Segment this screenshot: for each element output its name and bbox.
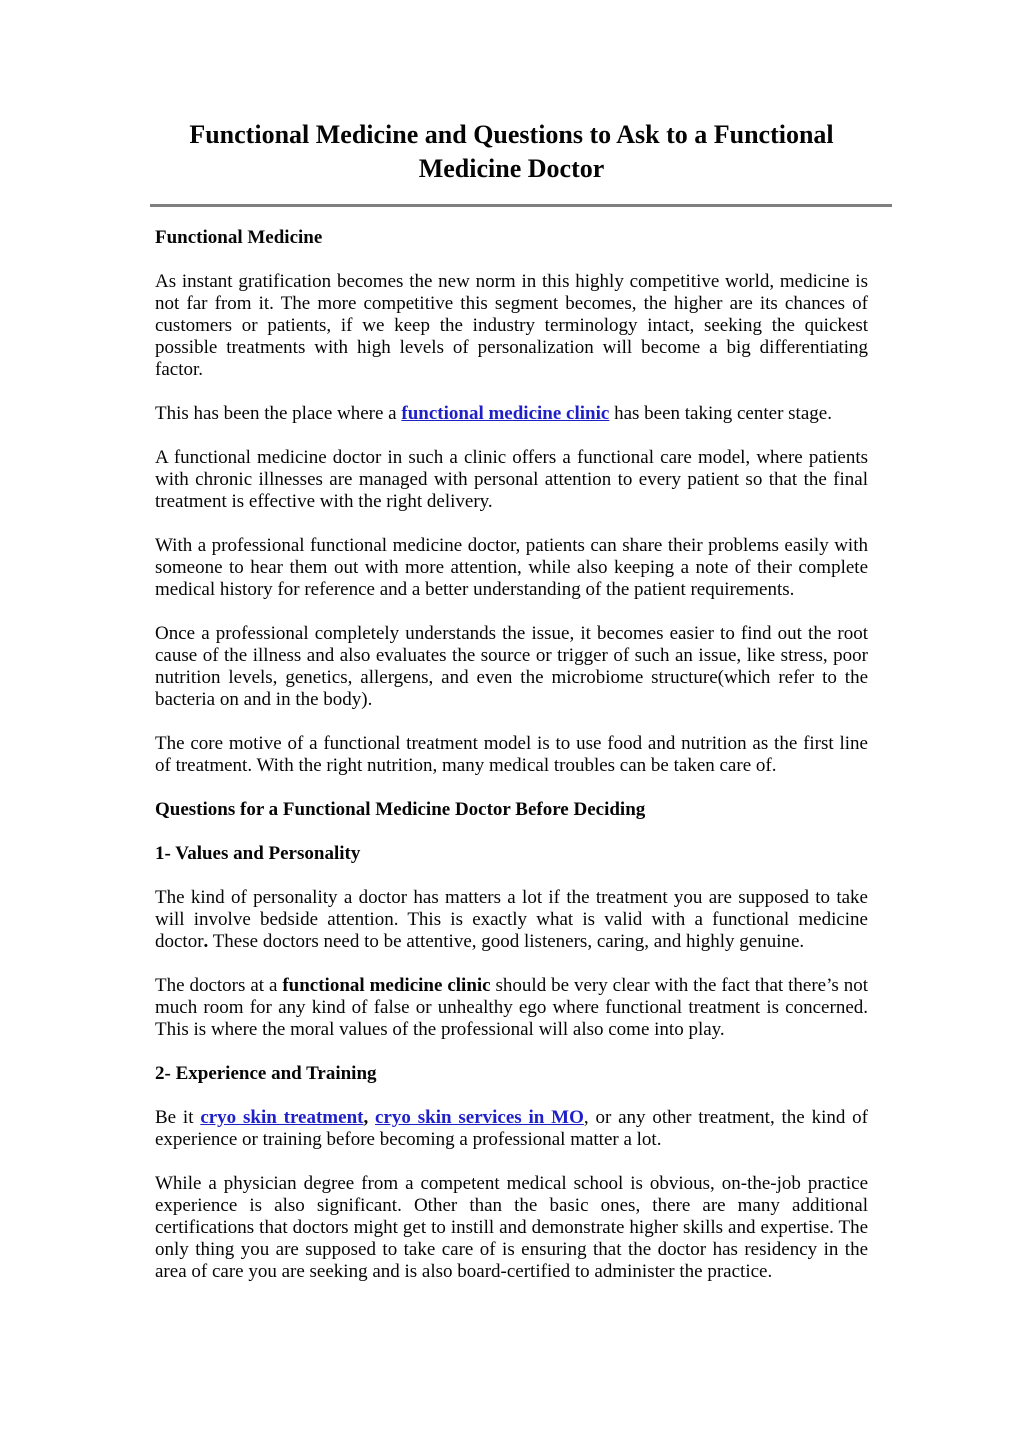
paragraph-physician-degree: While a physician degree from a competent medical school is obvious, on-the-job practice experience is also significant. Other than the basic ones, there are many additional certifications that doctors might get to instill and demonstrate higher skills and expertise. The only thing you are supposed to take care of is ensuring that the doctor has residency in the area of care you are seeking and is also board-certified to administer the practice. — [155, 1173, 868, 1282]
functional-medicine-clinic-link[interactable]: functional medicine clinic — [401, 403, 610, 424]
paragraph-root-cause: Once a professional completely understands the issue, it becomes easier to find out the root cause of the illness and also evaluates the source or trigger of such an issue, like stress, poor nutrition levels, genetics, allergens, and even the microbiome structure(which refer to the bacteria on and in the body). — [155, 623, 868, 710]
title-divider-rule — [150, 204, 892, 207]
heading-values-and-personality: 1- Values and Personality — [155, 843, 361, 864]
paragraph-instant-gratification: As instant gratification becomes the new norm in this highly competitive world, medicine is not far from it. The more competitive this segment becomes, the higher are its chances of customers or patients, if we keep the industry terminology intact, seeking the quickest possible treatments with high levels of personalization will become a big differentiating factor. — [155, 271, 868, 380]
text-run: Be it — [155, 1107, 201, 1128]
text-run: The doctors at a — [155, 975, 283, 996]
heading-experience-and-training: 2- Experience and Training — [155, 1063, 377, 1084]
cryo-skin-treatment-link[interactable]: cryo skin treatment — [200, 1107, 364, 1128]
paragraph-core-motive: The core motive of a functional treatment model is to use food and nutrition as the first line of treatment. With the right nutrition, many medical troubles can be taken care of. — [155, 733, 868, 776]
text-run: This has been the place where a — [155, 403, 402, 424]
text-run: These doctors need to be attentive, good listeners, caring, and highly genuine. — [208, 931, 805, 952]
paragraph-cryo-links — [155, 1107, 868, 1151]
paragraph-moral-values — [155, 975, 868, 1041]
text-run: has been taking center stage. — [609, 403, 832, 424]
paragraph-personality — [155, 887, 868, 953]
text-run: , or any other treatment, the kind of experience or training before becoming a professional matter a lot. — [155, 1107, 868, 1150]
bold-clinic-run: functional medicine clinic — [282, 975, 491, 996]
paragraph-share-problems: With a professional functional medicine doctor, patients can share their problems easily with someone to hear them out with more attention, while also keeping a note of their complete medical history for reference and a better understanding of the patient requirements. — [155, 535, 868, 600]
bold-period-run: . — [203, 931, 209, 952]
document-title: Functional Medicine and Questions to Ask to a Functional Medicine Doctor — [189, 120, 834, 183]
text-run: should be very clear with the fact that there’s not much room for any kind of false or unhealthy ego where functional treatment is concerned. This is where the moral values of the professional will also come into play. — [155, 975, 868, 1040]
heading-functional-medicine: Functional Medicine — [155, 227, 323, 248]
text-run: The kind of personality a doctor has matters a lot if the treatment you are supposed to take will involve bedside attention. This is exactly what is valid with a functional medicine doctor — [155, 887, 868, 952]
paragraph-center-stage — [155, 403, 868, 425]
heading-questions-before-deciding: Questions for a Functional Medicine Doctor Before Deciding — [155, 799, 646, 820]
cryo-skin-services-mo-link[interactable]: cryo skin services in MO — [375, 1107, 584, 1128]
bold-comma-run: , — [363, 1107, 369, 1128]
paragraph-functional-care-model: A functional medicine doctor in such a clinic offers a functional care model, where patients with chronic illnesses are managed with personal attention to every patient so that the final treatment is effective with the right delivery. — [155, 447, 868, 512]
